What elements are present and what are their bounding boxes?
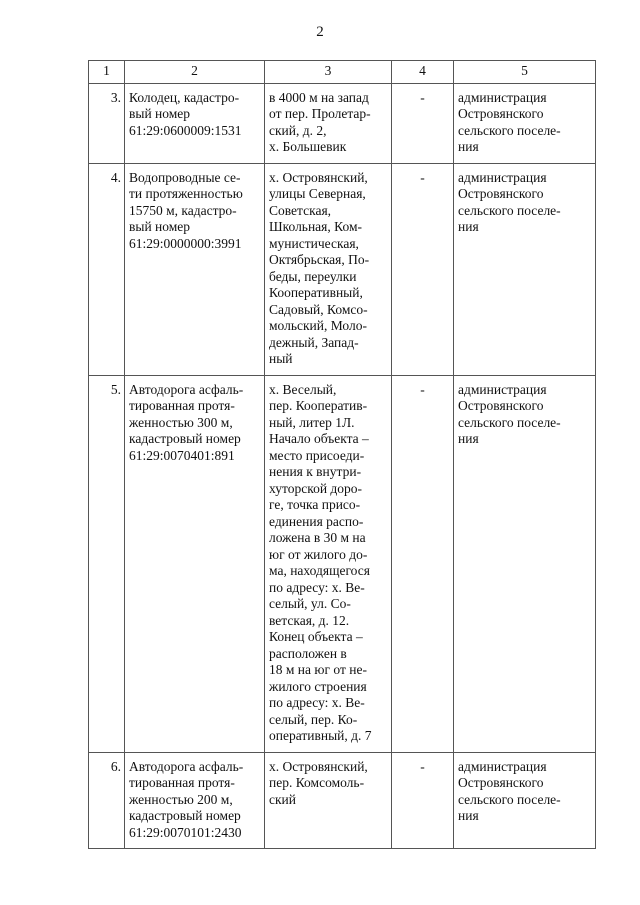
header-col-3: 3: [265, 61, 392, 84]
column-4-value: -: [392, 375, 454, 752]
table-row: [89, 375, 596, 752]
table-row: [89, 752, 596, 849]
column-4-value: -: [392, 163, 454, 375]
object-owner: администрация Островянского сельского поселе- ния: [454, 83, 596, 163]
object-location: х. Островянский, улицы Северная, Советская, Школьная, Ком- мунистическая, Октябрьская, По- беды, переулки Кооперативный, Садовый, Комсо- мольский, Моло- дежный, Запад- ный: [265, 163, 392, 375]
object-location: х. Веселый, пер. Кооператив- ный, литер 1Л. Начало объекта – место присоеди- нения к внутри- хуторской доро- ге, точка присо- единения распо- ложена в 30 м на юг от жилого до- ма, находящегося по адресу: х. Ве- селый, ул. Со- ветская, д. 12. Конец объекта – расположен в 18 м на юг от не- жилого строения по адресу: х. Ве- селый, пер. Ко- оперативный, д. 7: [265, 375, 392, 752]
page-number: 2: [316, 24, 324, 40]
column-4-value: -: [392, 752, 454, 849]
table-header-row: [89, 61, 596, 84]
header-col-5: 5: [454, 61, 596, 84]
object-name: Водопроводные се- ти протяженностью 15750 м, кадастро- вый номер 61:29:0000000:3991: [125, 163, 265, 375]
header-col-4: 4: [392, 61, 454, 84]
object-owner: администрация Островянского сельского поселе- ния: [454, 375, 596, 752]
table-row: [89, 163, 596, 375]
property-table: [88, 60, 596, 849]
object-location: в 4000 м на запад от пер. Пролетар- ский, д. 2, х. Большевик: [265, 83, 392, 163]
header-col-2: 2: [125, 61, 265, 84]
row-number: 4.: [89, 163, 125, 375]
row-number: 3.: [89, 83, 125, 163]
row-number: 5.: [89, 375, 125, 752]
table-row: [89, 83, 596, 163]
column-4-value: -: [392, 83, 454, 163]
row-number: 6.: [89, 752, 125, 849]
object-owner: администрация Островянского сельского поселе- ния: [454, 752, 596, 849]
object-name: Автодорога асфаль- тированная протя- женностью 300 м, кадастровый номер 61:29:0070401:891: [125, 375, 265, 752]
object-name: Автодорога асфаль- тированная протя- женностью 200 м, кадастровый номер 61:29:0070101:2430: [125, 752, 265, 849]
header-col-1: 1: [89, 61, 125, 84]
object-owner: администрация Островянского сельского поселе- ния: [454, 163, 596, 375]
object-name: Колодец, кадастро- вый номер 61:29:0600009:1531: [125, 83, 265, 163]
object-location: х. Островянский, пер. Комсомоль- ский: [265, 752, 392, 849]
